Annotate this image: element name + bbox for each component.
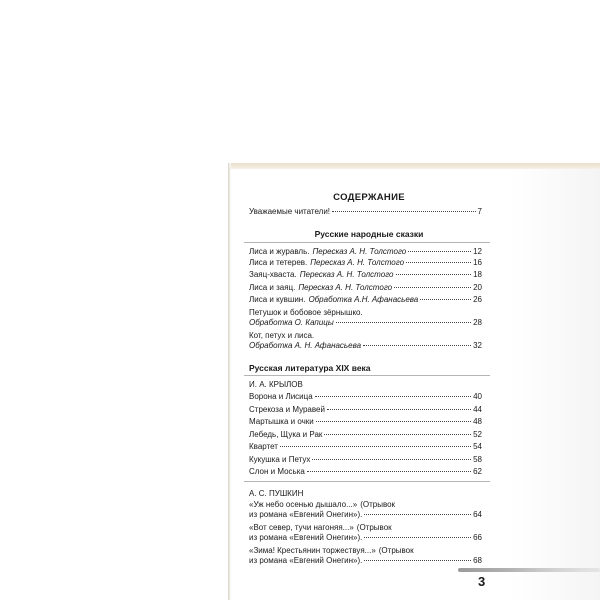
entry-author: Пересказ А. Н. Толстого [298,283,393,292]
entry-page: 54 [473,442,482,451]
entry-note: (Отрывок [360,500,396,509]
entry-title: Стрекоза и Муравей [249,405,325,414]
page-corner-shadow [458,568,600,572]
entry-author: Обработка А. Н. Афанасьева [249,341,362,350]
page-number: 3 [478,574,486,589]
toc-entry[interactable] [249,523,482,543]
entry-title: «Уж небо осенью дышало...» [249,500,358,509]
entry-page: 52 [473,430,482,439]
entry-note: (Отрывок [378,546,414,555]
dot-leader [396,274,472,275]
entry-note-cont: из романа «Евгений Онегин»). [249,510,363,519]
dot-leader [408,251,471,252]
entry-title: «Вот север, тучи нагоняя...» [249,523,354,532]
entry-title: Лиса и журавль. [249,247,310,256]
entry-title: Лиса и тетерев. [249,258,308,267]
entry-page: 62 [473,467,482,476]
entry-page: 26 [473,295,482,304]
section-rule [244,242,490,243]
entry-title: Слон и Моська [249,467,305,476]
dot-leader [307,471,471,472]
toc-entry[interactable] [249,430,482,440]
toc-entry[interactable] [249,467,482,477]
entry-page: 16 [473,258,482,267]
entry-title: Квартет [249,442,278,451]
entry-page: 58 [473,455,482,464]
toc-entry[interactable] [249,308,482,328]
toc-entry[interactable] [249,455,482,465]
entry-page: 18 [473,270,482,279]
dot-leader [364,537,471,538]
dot-leader [363,345,471,346]
entry-note-cont: из романа «Евгений Онегин»). [249,556,363,565]
author-heading-pushkin: А. С. ПУШКИН [249,489,304,498]
entry-page: 48 [473,417,482,426]
toc-entry[interactable] [249,247,482,257]
dot-leader [336,322,471,323]
toc-entry[interactable] [249,442,482,452]
entry-title: Лебедь, Щука и Рак [249,430,323,439]
toc-entry[interactable] [249,283,482,293]
dot-leader [315,396,471,397]
entry-page: 7 [477,207,482,216]
dot-leader [394,287,471,288]
dot-leader [324,434,471,435]
dot-leader [332,211,476,212]
dot-leader [312,459,471,460]
dot-leader [406,262,471,263]
toc-entry[interactable] [249,546,482,566]
section-title-19th-century: Русская литература XIX века [249,363,371,373]
author-heading-krylov: И. А. КРЫЛОВ [249,380,303,389]
dot-leader [327,409,471,410]
dot-leader [364,560,471,561]
entry-note-cont: из романа «Евгений Онегин»). [249,533,363,542]
entry-page: 20 [473,283,482,292]
entry-author: Обработка А.Н. Афанасьева [308,295,419,304]
dot-leader [280,446,471,447]
section-rule [244,375,490,376]
entry-author: Обработка О. Капицы [249,318,334,327]
dot-leader [420,299,471,300]
entry-page: 28 [473,318,482,327]
entry-title: Лиса и кувшин. [249,295,306,304]
entry-title: Петушок и бобовое зёрнышко. [249,308,363,317]
entry-title: «Зима! Крестьянин торжествуя...» [249,546,376,555]
entry-note: (Отрывок [356,523,392,532]
entry-page: 32 [473,341,482,350]
entry-title: Кот, петух и лиса. [249,331,315,340]
section-title-folk-tales: Русские народные сказки [314,229,424,239]
toc-entry[interactable] [249,295,482,305]
toc-entry[interactable] [249,270,482,280]
toc-entry-intro[interactable] [249,207,482,217]
entry-title: Кукушка и Петух [249,455,311,464]
entry-title: Мартышка и очки [249,417,314,426]
toc-entry[interactable] [249,500,482,520]
entry-page: 12 [473,247,482,256]
entry-author: Пересказ А. Н. Толстого [299,270,394,279]
toc-entry[interactable] [249,417,482,427]
toc-entry[interactable] [249,405,482,415]
entry-page: 40 [473,392,482,401]
dot-leader [316,421,471,422]
entry-author: Пересказ А. Н. Толстого [312,247,407,256]
entry-title: Ворона и Лисица [249,392,313,401]
entry-page: 66 [473,533,482,542]
entry-author: Пересказ А. Н. Толстого [310,258,405,267]
entry-page: 68 [473,556,482,565]
toc-entry[interactable] [249,392,482,402]
author-rule [244,481,490,482]
entry-title: Заяц-хваста. [249,270,297,279]
dot-leader [364,514,471,515]
entry-page: 64 [473,510,482,519]
entry-title: Лиса и заяц. [249,283,296,292]
entry-title: Уважаемые читатели! [249,207,331,216]
toc-entry[interactable] [249,331,482,351]
toc-title: СОДЕРЖАНИЕ [333,192,405,203]
toc-entry[interactable] [249,258,482,268]
entry-page: 44 [473,405,482,414]
